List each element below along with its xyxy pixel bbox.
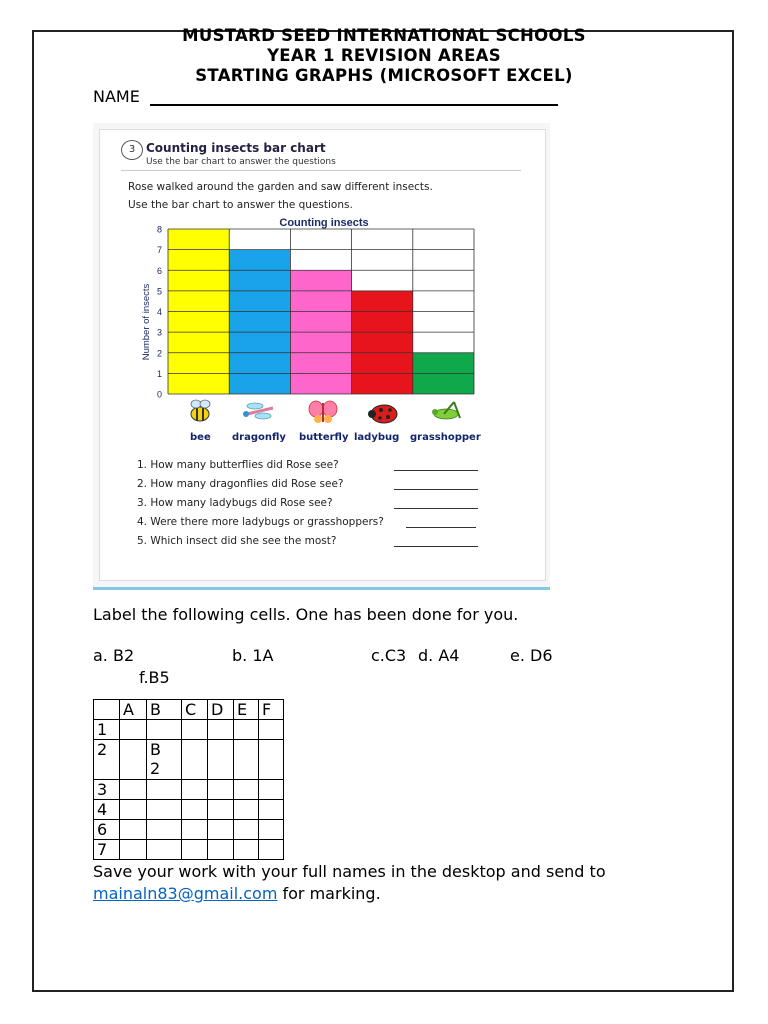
label-grasshopper: grasshopper (410, 432, 481, 443)
label-dragonfly: dragonfly (232, 432, 286, 443)
cell[interactable] (147, 780, 182, 800)
cell[interactable] (234, 780, 259, 800)
answer-line-4[interactable] (406, 527, 476, 528)
cell[interactable] (259, 720, 284, 740)
cell[interactable] (208, 740, 234, 780)
bar-ladybug (352, 291, 413, 394)
revision-level: YEAR 1 REVISION AREAS (267, 46, 501, 65)
y-tick-label: 7 (156, 245, 162, 256)
worksheet-title: Counting insects bar chart (146, 141, 326, 155)
y-tick-label: 4 (156, 307, 162, 317)
y-tick-label: 2 (156, 348, 162, 359)
butterfly-icon (309, 401, 337, 423)
cell[interactable] (208, 840, 234, 860)
instruction: Label the following cells. One has been done for you. (93, 605, 519, 624)
cell[interactable] (120, 800, 147, 820)
table-row (94, 800, 284, 820)
table-row (94, 740, 284, 780)
cell[interactable] (259, 780, 284, 800)
save-instruction (93, 861, 606, 905)
bee-icon (191, 400, 210, 421)
cell[interactable] (182, 820, 208, 840)
cell[interactable] (182, 780, 208, 800)
column-header: B (147, 700, 182, 720)
table-row (94, 720, 284, 740)
cell[interactable] (234, 820, 259, 840)
table-header-row (94, 700, 284, 720)
column-header: A (120, 700, 147, 720)
cell[interactable] (259, 800, 284, 820)
label-butterfly: butterfly (299, 432, 349, 443)
label-ladybug: ladybug (354, 432, 400, 443)
example-line-2: 2 (150, 759, 161, 778)
worksheet-intro-1: Rose walked around the garden and saw different insects. (128, 181, 433, 193)
question-2: 2. How many dragonflies did Rose see? (137, 478, 344, 490)
cell[interactable] (147, 800, 182, 820)
row-header: 1 (94, 720, 120, 740)
table-row (94, 780, 284, 800)
column-header: E (234, 700, 259, 720)
grasshopper-icon (432, 402, 460, 419)
table-corner-cell (94, 700, 120, 720)
question-4: 4. Were there more ladybugs or grasshoppers? (137, 516, 384, 528)
cell[interactable] (234, 840, 259, 860)
y-tick-label: 8 (156, 224, 162, 235)
cell[interactable] (208, 780, 234, 800)
answer-line-2[interactable] (394, 489, 478, 490)
column-header: F (259, 700, 284, 720)
cell[interactable] (120, 780, 147, 800)
cell[interactable] (182, 840, 208, 860)
answer-line-3[interactable] (394, 508, 478, 509)
cell[interactable] (182, 720, 208, 740)
cell[interactable] (234, 740, 259, 780)
cell[interactable] (259, 820, 284, 840)
cell[interactable] (208, 820, 234, 840)
email-link[interactable]: mainaln83@gmail.com (93, 884, 278, 903)
answer-line-5[interactable] (394, 546, 478, 547)
question-3: 3. How many ladybugs did Rose see? (137, 497, 333, 509)
y-tick-label: 3 (156, 327, 162, 338)
y-tick-label: 0 (156, 389, 162, 400)
worksheet-subtitle: Use the bar chart to answer the questions (146, 157, 336, 167)
label-bee: bee (190, 432, 211, 443)
dragonfly-icon (243, 403, 273, 419)
item-a: a. B2 (93, 646, 135, 665)
column-header: C (182, 700, 208, 720)
save-text: Save your work with your full names in the desktop and send to (93, 862, 606, 881)
answer-line-1[interactable] (394, 470, 478, 471)
cell[interactable] (234, 800, 259, 820)
row-header: 3 (94, 780, 120, 800)
cell[interactable] (120, 840, 147, 860)
cell[interactable] (147, 820, 182, 840)
cell[interactable] (208, 800, 234, 820)
item-b: b. 1A (232, 646, 274, 665)
cell[interactable] (147, 840, 182, 860)
chart-title: Counting insects (279, 217, 369, 229)
cell[interactable] (259, 740, 284, 780)
ladybug-icon (368, 405, 397, 423)
cell[interactable] (120, 820, 147, 840)
cell[interactable] (259, 840, 284, 860)
cell[interactable] (182, 800, 208, 820)
cell[interactable] (234, 720, 259, 740)
example-line-1: B (150, 740, 161, 759)
name-label: NAME (93, 87, 140, 106)
row-header: 6 (94, 820, 120, 840)
worksheet-number: 3 (121, 140, 143, 160)
item-f: f.B5 (139, 668, 170, 687)
table-row (94, 840, 284, 860)
question-1: 1. How many butterflies did Rose see? (137, 459, 339, 471)
item-d: d. A4 (418, 646, 460, 665)
cell[interactable] (147, 720, 182, 740)
question-5: 5. Which insect did she see the most? (137, 535, 337, 547)
bar-dragonfly (229, 250, 290, 394)
cell[interactable] (120, 720, 147, 740)
cell[interactable] (182, 740, 208, 780)
cell[interactable] (208, 720, 234, 740)
row-header: 4 (94, 800, 120, 820)
item-e: e. D6 (510, 646, 553, 665)
column-header: D (208, 700, 234, 720)
row-header: 2 (94, 740, 120, 780)
cell-grid-table (93, 699, 284, 860)
y-tick-label: 6 (156, 265, 162, 276)
marking-text: for marking. (277, 884, 381, 903)
topic-title: STARTING GRAPHS (MICROSOFT EXCEL) (195, 66, 573, 85)
chart-ylabel: Number of insects (141, 283, 152, 361)
item-c: c.C3 (371, 646, 407, 665)
y-tick-label: 5 (156, 286, 162, 297)
table-row (94, 820, 284, 840)
row-header: 7 (94, 840, 120, 860)
cell[interactable] (120, 740, 147, 780)
worksheet-intro-2: Use the bar chart to answer the questions. (128, 199, 353, 211)
example-cell-b2[interactable] (147, 740, 182, 780)
school-name: MUSTARD SEED INTERNATIONAL SCHOOLS (182, 26, 586, 45)
y-tick-label: 1 (156, 368, 162, 379)
